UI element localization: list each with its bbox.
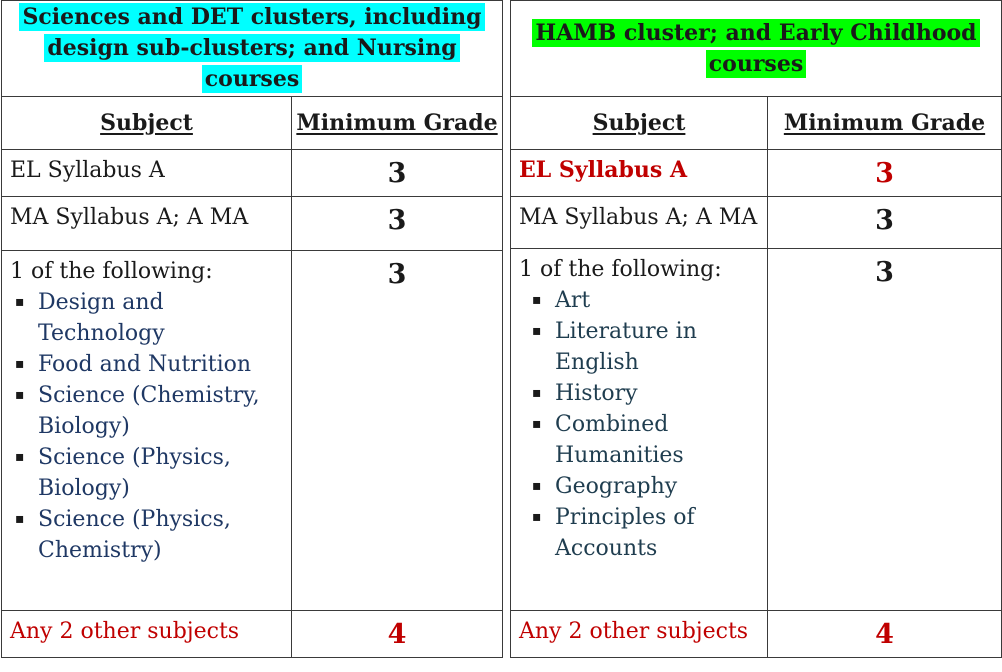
list-item: ▪ Art [519, 285, 767, 316]
left-row-other-grade: 4 [292, 611, 503, 658]
left-row-other-subject: Any 2 other subjects [2, 611, 292, 658]
sciences-det-requirements-table [1, 0, 503, 658]
right-options-intro: 1 of the following: [519, 257, 722, 282]
left-options-list [10, 287, 291, 566]
right-row-ma-grade: 3 [768, 197, 1002, 249]
list-item: ▪ Design and Technology [10, 287, 291, 349]
right-row-other-grade: 4 [768, 611, 1002, 658]
left-row-options-grade: 3 [292, 251, 503, 611]
list-item: ▪ Geography [519, 471, 767, 502]
right-row-el-subject: EL Syllabus A [511, 150, 768, 197]
right-row-options-subject [511, 249, 768, 611]
right-row-el-grade: 3 [768, 150, 1002, 197]
list-item: ▪ Science (Physics, Chemistry) [10, 504, 291, 566]
left-table-title-cell [2, 1, 503, 97]
left-table-title: Sciences and DET clusters, including design sub-clusters; and Nursing courses [19, 3, 484, 93]
right-col-grade-header: Minimum Grade [768, 97, 1002, 150]
hamb-requirements-table [510, 0, 1002, 658]
left-options-intro: 1 of the following: [10, 259, 213, 284]
list-item: ▪ Principles of Accounts [519, 502, 767, 564]
list-item: ▪ Science (Chemistry, Biology) [10, 380, 291, 442]
left-row-ma-subject: MA Syllabus A; A MA [2, 197, 292, 251]
right-row-ma-subject: MA Syllabus A; A MA [511, 197, 768, 249]
list-item: ▪ Literature in English [519, 316, 767, 378]
list-item: ▪ Combined Humanities [519, 409, 767, 471]
list-item: ▪ History [519, 378, 767, 409]
right-col-subject-header: Subject [511, 97, 768, 150]
right-table-title-cell [511, 1, 1002, 97]
right-table-title: HAMB cluster; and Early Childhood courses [532, 19, 979, 78]
left-col-grade-header: Minimum Grade [292, 97, 503, 150]
right-row-other-subject: Any 2 other subjects [511, 611, 768, 658]
list-item: ▪ Food and Nutrition [10, 349, 291, 380]
list-item: ▪ Science (Physics, Biology) [10, 442, 291, 504]
left-row-options-subject [2, 251, 292, 611]
left-row-el-grade: 3 [292, 150, 503, 197]
left-row-ma-grade: 3 [292, 197, 503, 251]
left-row-el-subject: EL Syllabus A [2, 150, 292, 197]
left-col-subject-header: Subject [2, 97, 292, 150]
right-options-list [519, 285, 767, 564]
right-row-options-grade: 3 [768, 249, 1002, 611]
